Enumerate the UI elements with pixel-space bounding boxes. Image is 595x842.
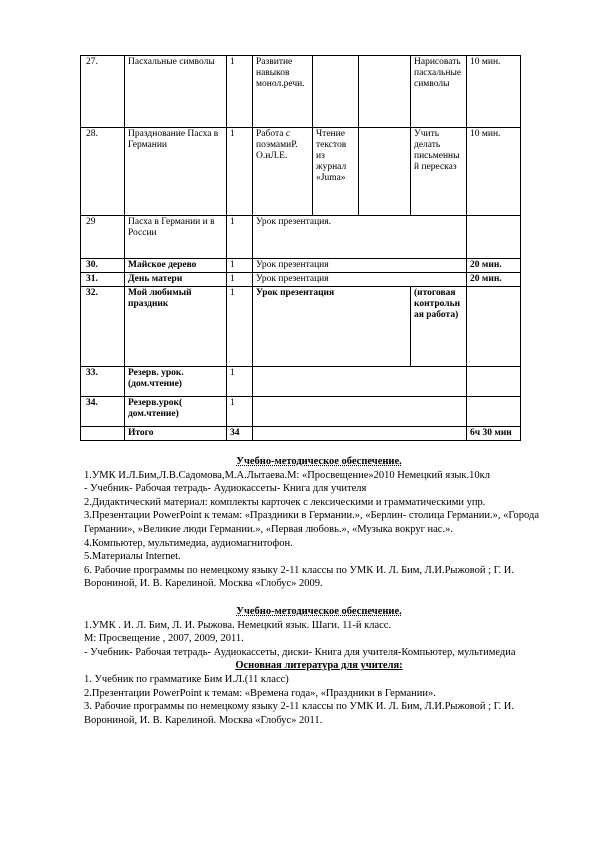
document-body: [84, 455, 554, 727]
row-reading: [313, 56, 359, 128]
row-topic: День матери: [125, 273, 227, 287]
text-line: 4.Компьютер, мультимедиа, аудиомагнитофон.: [84, 537, 293, 549]
section-title: Учебно-методическое обеспечение.: [236, 456, 402, 467]
table-row: [81, 287, 521, 367]
row-number: 32.: [81, 287, 125, 367]
row-homework: Нарисовать пасхальные символы: [411, 56, 467, 128]
row-time: 6ч 30 мин: [467, 427, 521, 441]
table-row: [81, 259, 521, 273]
row-time: [467, 397, 521, 427]
row-homework: (итоговая контрольная работа): [411, 287, 467, 367]
row-activity: Урок презентация: [253, 287, 411, 367]
row-time: 20 мин.: [467, 259, 521, 273]
text-line: 5.Материалы Internet.: [84, 551, 181, 563]
text-line: М: Просвещение , 2007, 2009, 2011.: [84, 633, 244, 645]
table-row: [81, 128, 521, 216]
section-title: Учебно-методическое обеспечение.: [236, 605, 402, 617]
row-reading: Чтение текстов из журнал «Juma»: [313, 128, 359, 216]
row-hours: 34: [227, 427, 253, 441]
text-line: 1.УМК . И. Л. Бим, Л. И. Рыжова. Немецкий язык. Шаги. 11-й класс.: [84, 619, 392, 631]
text-line: 1.УМК И.Л.Бим,Л.В.Садомова,М.А.Лытаева.М: «Просвещение»2010 Немецкий язык.10кл: [84, 469, 491, 481]
table-row: [81, 367, 521, 397]
row-hours: 1: [227, 397, 253, 427]
row-time: 10 мин.: [467, 128, 521, 216]
row-time: [467, 367, 521, 397]
row-activity: Урок презентация: [253, 259, 467, 273]
table-row: [81, 56, 521, 128]
row-hours: 1: [227, 287, 253, 367]
spacer: [84, 591, 554, 605]
row-activity: Развитие навыков монол.речи.: [253, 56, 313, 128]
row-time: [467, 287, 521, 367]
row-homework: Учить делать письменный пересказ: [411, 128, 467, 216]
row-activity: [253, 397, 467, 427]
row-topic: Пасха в Германии и в России: [125, 216, 227, 259]
row-activity: Урок презентация: [253, 273, 467, 287]
row-hours: 1: [227, 259, 253, 273]
row-topic: Празднование Пасха в Германии: [125, 128, 227, 216]
text-line: 3. Рабочие программы по немецкому языку 2-11 классы по УМК И. Л. Бим, Л.И.Рыжовой ; Г. И. Ворониной, И. В. Карелиной. Москва «Глобус» 2011.: [84, 701, 514, 726]
row-activity: Урок презентация.: [253, 216, 467, 259]
row-hours: 1: [227, 216, 253, 259]
section-title: Основная литература для учителя:: [235, 660, 403, 672]
row-activity: [253, 427, 467, 441]
table-row: [81, 397, 521, 427]
row-topic: Мой любимый праздник: [125, 287, 227, 367]
text-line: 1. Учебник по грамматике Бим И.Л.(11 класс): [84, 673, 289, 685]
row-topic: Резерв. урок. (дом.чтение): [125, 367, 227, 397]
row-hours: 1: [227, 367, 253, 397]
row-number: 31.: [81, 273, 125, 287]
row-number: 28.: [81, 128, 125, 216]
row-time: [467, 216, 521, 259]
row-hours: 1: [227, 128, 253, 216]
text-line: 6. Рабочие программы по немецкому языку 2-11 классы по УМК И. Л. Бим, Л.И.Рыжовой ; Г. И. Ворониной, И. В. Карелиной. Москва «Глобус» 2009.: [84, 564, 514, 590]
row-number: 27.: [81, 56, 125, 128]
text-line: - Учебник- Рабочая тетрадь- Аудиокассеты, диски- Книга для учителя-Компьютер, мультимедиа: [84, 646, 516, 658]
text-line: 3.Презентации PowerPoint к темам: «Праздники в Германии.», «Берлин- столица Германии.», «Города Германии», »Великие люди Германии.», «Первая любовь.», «Музыка вокруг нас.».: [84, 510, 539, 535]
table-row: [81, 273, 521, 287]
row-number: 29: [81, 216, 125, 259]
row-activity: Работа с поэмамиР. О.иЛ.Е.: [253, 128, 313, 216]
row-extra: [359, 128, 411, 216]
text-line: 2.Презентации PowerPoint к темам: «Времена года», «Праздники в Германии».: [84, 687, 436, 699]
text-line: - Учебник- Рабочая тетрадь- Аудиокассеты- Книга для учителя: [84, 483, 367, 495]
row-topic: Пасхальные символы: [125, 56, 227, 128]
table-row: [81, 216, 521, 259]
row-extra: [359, 56, 411, 128]
row-hours: 1: [227, 273, 253, 287]
row-topic: Резерв.урок( дом.чтение): [125, 397, 227, 427]
row-activity: [253, 367, 467, 397]
table-total-row: [81, 427, 521, 441]
row-number: 34.: [81, 397, 125, 427]
row-number: [81, 427, 125, 441]
lesson-plan-table: [80, 55, 521, 441]
row-time: 10 мин.: [467, 56, 521, 128]
row-topic: Майское дерево: [125, 259, 227, 273]
row-topic: Итого: [125, 427, 227, 441]
row-time: 20 мин.: [467, 273, 521, 287]
text-line: 2.Дидактический материал: комплекты карточек с лексическими и грамматическими упр.: [84, 496, 486, 508]
row-number: 30.: [81, 259, 125, 273]
row-number: 33.: [81, 367, 125, 397]
row-hours: 1: [227, 56, 253, 128]
